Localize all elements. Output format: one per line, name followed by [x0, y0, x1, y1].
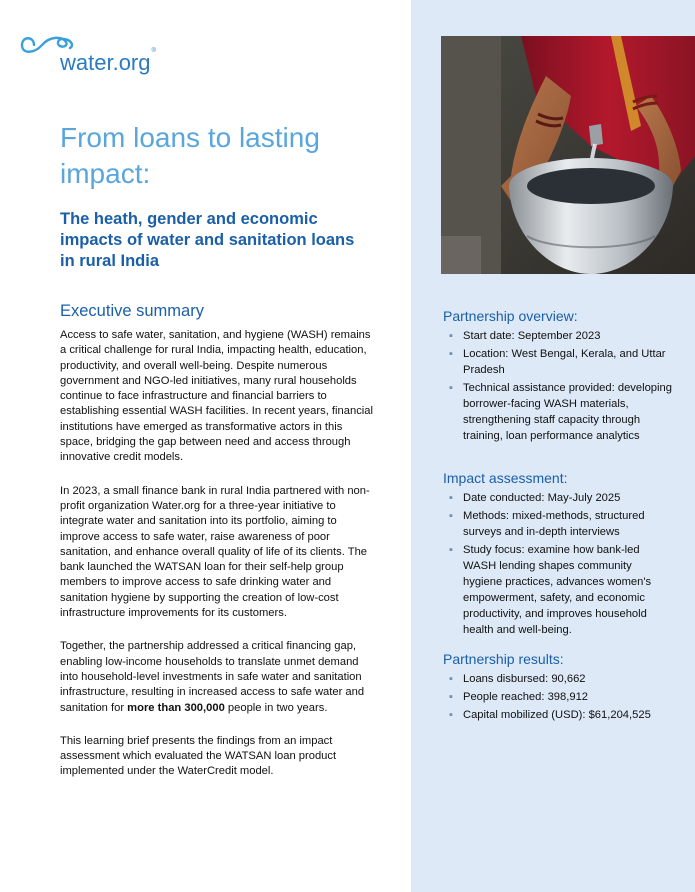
page-title: From loans to lasting impact:	[60, 122, 320, 189]
list-item: ▪ Capital mobilized (USD): $61,204,525	[449, 709, 651, 721]
logo-wordmark: water.org®	[60, 48, 156, 75]
list-item: ▪ Location: West Bengal, Kerala, and Uttar Pradesh	[449, 348, 666, 376]
executive-summary-heading: Executive summary	[60, 302, 204, 320]
list-item: ▪ Study focus: examine how bank-led WASH lending shapes community hygiene practices, advances women's empowerment, safety, and economic productivity, and improves household health and well-being.	[449, 544, 652, 636]
bullet-icon: ▪	[449, 330, 453, 342]
bullet-icon: ▪	[449, 492, 453, 504]
list-item: ▪ Date conducted: May-July 2025	[449, 492, 621, 504]
bullet-icon: ▪	[449, 510, 453, 522]
page-subtitle: The heath, gender and economic impacts of water and sanitation loans in rural India	[60, 210, 355, 270]
list-item: ▪ Loans disbursed: 90,662	[449, 673, 586, 685]
partnership-results-section	[443, 651, 673, 725]
list-item: ▪ People reached: 398,912	[449, 691, 589, 703]
list-item: ▪ Technical assistance provided: developing borrower-facing WASH materials, strengthening staff capacity through training, loan performance analytics	[449, 382, 672, 442]
impact-assessment-heading: Impact assessment:	[443, 470, 568, 486]
highlight-figure: more than 300,000	[127, 701, 225, 714]
partnership-overview-heading: Partnership overview:	[443, 308, 578, 324]
list-item: ▪ Start date: September 2023	[449, 330, 601, 342]
summary-paragraph-2: In 2023, a small finance bank in rural India partnered with non-profit organization Water.org for a three-year initiative to integrate water and sanitation into its portfolio, aiming to improve access to safe water, raise awareness of poor sanitation, and enhance overall quality of life of its clients. The bank launched the WATSAN loan for their self-help group members to improve access to safe drinking water and sanitation hygiene by supporting the creation of low-cost infrastructure improvements for its customers.	[60, 484, 370, 620]
summary-paragraph-1: Access to safe water, sanitation, and hygiene (WASH) remains a critical challenge for rural India, impacting health, education, productivity, and overall well-being. Despite numerous government and NGO-led initiatives, many rural households continue to face infrastructure and financial barriers to establishing essential WASH facilities. In recent years, financial institutions have emerged as transformative actors in this space, bridging the gap between need and access through innovative credit models.	[60, 329, 373, 464]
partnership-results-heading: Partnership results:	[443, 651, 564, 667]
partnership-overview-section	[443, 308, 673, 446]
bullet-icon: ▪	[449, 382, 453, 394]
bullet-icon: ▪	[449, 691, 453, 703]
executive-summary-body	[60, 328, 378, 798]
bullet-icon: ▪	[449, 709, 453, 721]
bullet-icon: ▪	[449, 348, 453, 360]
bullet-icon: ▪	[449, 544, 453, 556]
water-org-logo[interactable]	[20, 30, 180, 80]
impact-assessment-section	[443, 470, 673, 640]
bullet-icon: ▪	[449, 673, 453, 685]
water-vessel-photo	[441, 36, 695, 274]
list-item: ▪ Methods: mixed-methods, structured surveys and in-depth interviews	[449, 510, 645, 538]
summary-paragraph-4: This learning brief presents the findings from an impact assessment which evaluated the WATSAN loan product implemented under the WaterCredit model.	[60, 734, 337, 778]
summary-paragraph-3: Together, the partnership addressed a critical financing gap, enabling low-income households to translate unmet demand into household-level investments in safe water and sanitation infrastructure, resulting in increased access to safe water and sanitation for more than 300,000 people in two years.	[60, 640, 365, 714]
